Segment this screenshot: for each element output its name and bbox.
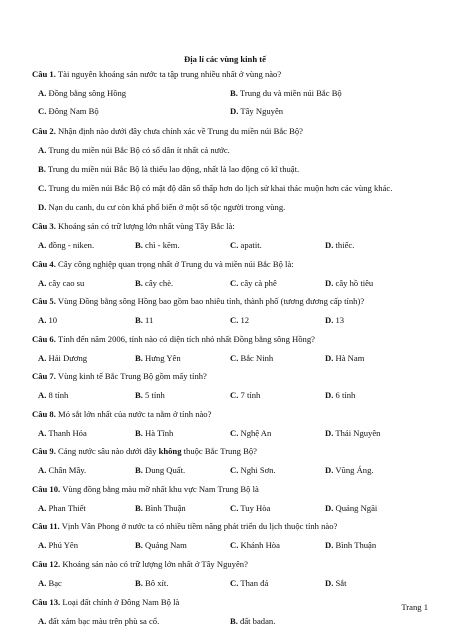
question-text: Vịnh Vân Phong ở nước ta có nhiều tiềm năng phát triển du lịch thuộc tỉnh nào? bbox=[61, 521, 338, 531]
option-text: Bình Thuận bbox=[142, 503, 186, 513]
option-key: C. bbox=[230, 390, 239, 400]
answer-option-c bbox=[230, 578, 268, 589]
question-3 bbox=[32, 221, 442, 232]
answer-option-d bbox=[230, 106, 283, 117]
option-text: Sắt bbox=[333, 578, 347, 588]
option-text: Hà Nam bbox=[333, 353, 365, 363]
answer-option-d bbox=[325, 428, 380, 439]
answer-option-d bbox=[325, 503, 377, 514]
question-label: Câu 4. bbox=[32, 259, 56, 269]
option-key: B. bbox=[230, 616, 238, 626]
option-text: Thanh Hóa bbox=[46, 428, 87, 438]
option-key: D. bbox=[325, 353, 334, 363]
option-text: đất xám bạc màu trên phù sa cổ. bbox=[46, 616, 160, 626]
answer-option-d bbox=[325, 540, 376, 551]
answer-option-b bbox=[135, 428, 173, 439]
question-label: Câu 13. bbox=[32, 597, 61, 607]
option-key: C. bbox=[38, 106, 47, 116]
option-text: Trung du miền núi Bắc Bộ có mật độ dân số thấp hơn do lịch sử khai thác muộn hơn các vùng khác. bbox=[46, 183, 393, 193]
answer-option-c bbox=[38, 183, 392, 194]
question-text-pre: Cảng nước sâu nào dưới đây bbox=[58, 446, 159, 456]
option-key: B. bbox=[135, 353, 143, 363]
option-key: C. bbox=[230, 503, 239, 513]
option-text: chì - kẽm. bbox=[142, 240, 180, 250]
option-key: B. bbox=[135, 503, 143, 513]
option-text: cây cà phê bbox=[238, 278, 277, 288]
option-text: Bạc bbox=[46, 578, 62, 588]
option-text: 13 bbox=[333, 315, 345, 325]
answer-option-a bbox=[38, 503, 86, 514]
question-8 bbox=[32, 409, 442, 420]
answer-option-a bbox=[38, 278, 84, 289]
question-text: Tính đến năm 2006, tỉnh nào có diện tích nhỏ nhất Đồng bằng sông Hồng? bbox=[57, 334, 315, 344]
option-text: thiếc. bbox=[333, 240, 355, 250]
question-text: Khoáng sản có trữ lượng lớn nhất vùng Tây Bắc là: bbox=[58, 221, 235, 231]
option-key: B. bbox=[135, 390, 143, 400]
option-text: Dung Quất. bbox=[142, 465, 186, 475]
option-text: cây cao su bbox=[46, 278, 85, 288]
page-number: Trang 1 bbox=[401, 602, 428, 612]
question-label: Câu 3. bbox=[32, 221, 56, 231]
option-text: Nghệ An bbox=[238, 428, 272, 438]
option-key: C. bbox=[38, 183, 47, 193]
answer-option-d bbox=[325, 278, 373, 289]
question-10 bbox=[32, 484, 442, 495]
answer-option-b bbox=[230, 616, 275, 627]
option-key: A. bbox=[38, 428, 47, 438]
option-key: D. bbox=[325, 278, 334, 288]
option-key: C. bbox=[230, 540, 239, 550]
option-key: B. bbox=[230, 88, 238, 98]
option-text: Quảng Nam bbox=[142, 540, 187, 550]
question-text-post: thuộc Bắc Trung Bộ? bbox=[181, 446, 257, 456]
option-key: A. bbox=[38, 390, 47, 400]
question-label: Câu 7. bbox=[32, 371, 56, 381]
option-key: C. bbox=[230, 428, 239, 438]
option-key: C. bbox=[230, 578, 239, 588]
option-key: A. bbox=[38, 353, 47, 363]
question-text: Vùng Đồng bằng sông Hồng bao gồm bao nhiêu tỉnh, thành phố (tương đương cấp tỉnh)? bbox=[57, 296, 365, 306]
option-key: B. bbox=[135, 428, 143, 438]
question-5 bbox=[32, 296, 442, 307]
answer-option-a bbox=[38, 465, 86, 476]
answer-option-a bbox=[38, 315, 57, 326]
answer-option-b bbox=[135, 353, 181, 364]
question-label: Câu 6. bbox=[32, 334, 56, 344]
option-text: Than đá bbox=[238, 578, 269, 588]
answer-option-d bbox=[325, 578, 347, 589]
answer-option-c bbox=[230, 428, 271, 439]
option-text: Bình Thuận bbox=[333, 540, 377, 550]
option-text: Hà Tĩnh bbox=[142, 428, 174, 438]
option-key: D. bbox=[325, 540, 334, 550]
answer-option-c bbox=[230, 278, 277, 289]
question-9 bbox=[32, 446, 442, 457]
option-text: Đồng bằng sông Hồng bbox=[46, 88, 127, 98]
answer-option-c bbox=[230, 465, 276, 476]
option-key: D. bbox=[325, 465, 334, 475]
answer-option-b bbox=[135, 465, 185, 476]
question-text: Vùng đồng bằng màu mỡ nhất khu vực Nam Trung Bộ là bbox=[62, 484, 259, 494]
option-text: Đông Nam Bộ bbox=[46, 106, 99, 116]
option-text: 8 tỉnh bbox=[46, 390, 69, 400]
option-text: Trung du miền núi Bắc Bộ có số dân ít nhất cả nước. bbox=[46, 145, 230, 155]
option-key: D. bbox=[325, 428, 334, 438]
answer-option-a bbox=[38, 616, 159, 627]
option-key: B. bbox=[135, 465, 143, 475]
option-text: Nghi Sơn. bbox=[238, 465, 276, 475]
question-text: Tài nguyên khoáng sản nước ta tập trung nhiều nhất ở vùng nào? bbox=[57, 69, 282, 79]
option-text: đất badan. bbox=[237, 616, 276, 626]
option-key: C. bbox=[230, 278, 239, 288]
option-key: B. bbox=[135, 278, 143, 288]
question-text: Cây công nghiệp quan trọng nhất ở Trung du và miền núi Bắc Bộ là: bbox=[58, 259, 294, 269]
option-key: A. bbox=[38, 578, 47, 588]
option-key: C. bbox=[230, 353, 239, 363]
question-12 bbox=[32, 559, 442, 570]
option-text: 12 bbox=[238, 315, 250, 325]
option-key: B. bbox=[135, 578, 143, 588]
option-key: C. bbox=[230, 315, 239, 325]
answer-option-a bbox=[38, 88, 126, 99]
option-text: cây hồ tiêu bbox=[333, 278, 374, 288]
option-text: cây chè. bbox=[142, 278, 174, 288]
question-7 bbox=[32, 371, 442, 382]
option-text: 11 bbox=[142, 315, 154, 325]
option-text: Phú Yên bbox=[46, 540, 79, 550]
option-key: A. bbox=[38, 465, 47, 475]
document-title: Địa lí các vùng kinh tế bbox=[184, 54, 266, 64]
option-text: Bắc Ninh bbox=[238, 353, 274, 363]
option-key: D. bbox=[230, 106, 239, 116]
option-key: D. bbox=[325, 390, 334, 400]
option-key: A. bbox=[38, 240, 47, 250]
option-key: A. bbox=[38, 278, 47, 288]
answer-option-b bbox=[135, 390, 165, 401]
option-key: A. bbox=[38, 540, 47, 550]
option-text: 6 tỉnh bbox=[333, 390, 356, 400]
option-text: apatit. bbox=[238, 240, 262, 250]
answer-option-a bbox=[38, 578, 62, 589]
answer-option-a bbox=[38, 240, 94, 251]
option-text: 10 bbox=[46, 315, 58, 325]
answer-option-b bbox=[230, 88, 342, 99]
option-text: Quảng Ngãi bbox=[333, 503, 378, 513]
answer-option-c bbox=[38, 106, 99, 117]
question-text: Loại đất chính ở Đông Nam Bộ là bbox=[62, 597, 180, 607]
question-label: Câu 9. bbox=[32, 446, 56, 456]
question-4 bbox=[32, 259, 442, 270]
question-6 bbox=[32, 334, 442, 345]
answer-option-d bbox=[325, 465, 374, 476]
question-label: Câu 5. bbox=[32, 296, 56, 306]
option-key: D. bbox=[325, 503, 334, 513]
option-key: A. bbox=[38, 315, 47, 325]
answer-option-d bbox=[325, 315, 344, 326]
question-label: Câu 8. bbox=[32, 409, 56, 419]
option-text: Vũng Áng. bbox=[333, 465, 374, 475]
answer-option-b bbox=[38, 164, 299, 175]
question-text: Khoáng sản nào có trữ lượng lớn nhất ở Tây Nguyên? bbox=[62, 559, 248, 569]
option-key: D. bbox=[325, 578, 334, 588]
option-key: B. bbox=[135, 540, 143, 550]
question-label: Câu 2. bbox=[32, 126, 56, 136]
option-key: C. bbox=[230, 240, 239, 250]
option-text: Phan Thiết bbox=[46, 503, 86, 513]
answer-option-b bbox=[135, 278, 173, 289]
option-key: B. bbox=[38, 164, 46, 174]
option-text: Tây Nguyên bbox=[238, 106, 284, 116]
answer-option-c bbox=[230, 540, 280, 551]
option-key: A. bbox=[38, 145, 47, 155]
option-key: D. bbox=[325, 315, 334, 325]
option-text: Trung du và miền núi Bắc Bộ bbox=[237, 88, 342, 98]
option-text: Chân Mây. bbox=[46, 465, 87, 475]
option-text: Tuy Hòa bbox=[238, 503, 271, 513]
option-text: Khánh Hòa bbox=[238, 540, 280, 550]
option-text: Hưng Yên bbox=[142, 353, 181, 363]
option-key: C. bbox=[230, 465, 239, 475]
answer-option-d bbox=[325, 240, 354, 251]
option-key: D. bbox=[38, 202, 47, 212]
answer-option-d bbox=[325, 390, 355, 401]
answer-option-a bbox=[38, 390, 68, 401]
answer-option-c bbox=[230, 315, 249, 326]
option-text: 7 tỉnh bbox=[238, 390, 261, 400]
answer-option-b bbox=[135, 578, 168, 589]
option-key: B. bbox=[135, 315, 143, 325]
question-label: Câu 12. bbox=[32, 559, 61, 569]
question-label: Câu 10. bbox=[32, 484, 61, 494]
option-key: B. bbox=[135, 240, 143, 250]
answer-option-a bbox=[38, 540, 78, 551]
answer-option-b bbox=[135, 503, 186, 514]
question-1 bbox=[32, 69, 442, 80]
question-label: Câu 1. bbox=[32, 69, 56, 79]
answer-option-c bbox=[230, 240, 262, 251]
answer-option-b bbox=[135, 240, 180, 251]
answer-option-d bbox=[325, 353, 364, 364]
question-text: Nhận định nào dưới đây chưa chính xác về Trung du miền núi Bắc Bộ? bbox=[58, 126, 303, 136]
answer-option-c bbox=[230, 353, 273, 364]
answer-option-b bbox=[135, 315, 153, 326]
question-2 bbox=[32, 126, 442, 137]
option-key: A. bbox=[38, 88, 47, 98]
option-text: đồng - niken. bbox=[46, 240, 95, 250]
question-text: Mỏ sắt lớn nhất của nước ta nằm ở tỉnh nào? bbox=[58, 409, 212, 419]
option-text: Hải Dương bbox=[46, 353, 88, 363]
answer-option-b bbox=[135, 540, 187, 551]
question-text-bold: không bbox=[158, 446, 182, 456]
answer-option-c bbox=[230, 503, 270, 514]
option-text: Nạn du canh, du cư còn khá phổ biến ở một số tộc người trong vùng. bbox=[46, 202, 286, 212]
option-text: Thái Nguyên bbox=[333, 428, 381, 438]
answer-option-a bbox=[38, 145, 230, 156]
option-text: Bô xít. bbox=[142, 578, 169, 588]
option-text: 5 tỉnh bbox=[142, 390, 165, 400]
answer-option-d bbox=[38, 202, 285, 213]
question-13 bbox=[32, 597, 442, 608]
answer-option-a bbox=[38, 428, 87, 439]
option-text: Trung du miền núi Bắc Bộ là thiếu lao động, nhất là lao động có kĩ thuật. bbox=[45, 164, 300, 174]
question-text: Vùng kinh tế Bắc Trung Bộ gồm mấy tỉnh? bbox=[57, 371, 207, 381]
option-key: A. bbox=[38, 616, 47, 626]
question-label: Câu 11. bbox=[32, 521, 60, 531]
option-key: A. bbox=[38, 503, 47, 513]
answer-option-c bbox=[230, 390, 260, 401]
option-key: D. bbox=[325, 240, 334, 250]
answer-option-a bbox=[38, 353, 87, 364]
question-11 bbox=[32, 521, 442, 532]
